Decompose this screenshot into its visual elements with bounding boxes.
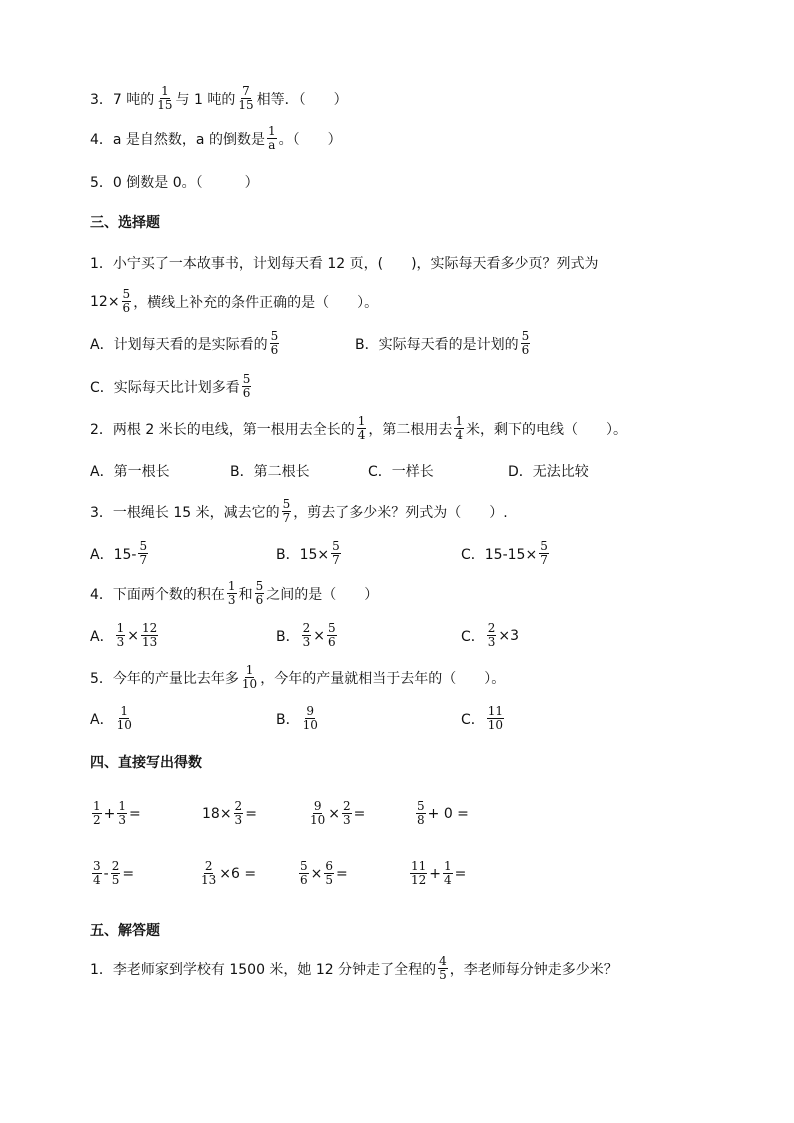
fraction: $\frac{5}{6}$: [521, 329, 530, 357]
fraction: $\frac{2}{3}$: [487, 621, 496, 649]
solve-q1-text-b: ，李老师每分钟走多少米？: [449, 961, 618, 978]
fraction: $\frac{1}{10}$: [241, 663, 258, 691]
operator: +: [429, 865, 442, 882]
equals: =: [245, 805, 257, 822]
choice-q4-text-c: 之间的是（ ）: [266, 586, 379, 603]
fraction: $\frac{1}{2}$: [93, 799, 101, 827]
solve-q1: [90, 955, 618, 982]
judge-q5-text: 5．0 倒数是 0。（ ）: [90, 175, 259, 191]
equals: + 0 =: [427, 805, 469, 822]
choice-q5-option-a: [90, 705, 135, 732]
equals: =: [336, 865, 348, 882]
choice-q2-text-a: 2．两根 2 米长的电线，第一根用去全长的: [90, 421, 355, 438]
fraction: $\frac{4}{5}$: [439, 954, 447, 982]
choice-q4-text-a: 4．下面两个数的积在: [90, 586, 225, 603]
fraction: $\frac{1}{3}$: [116, 621, 125, 649]
choice-q1-pre: 12×: [90, 293, 120, 310]
choice-q5-text-a: 5．今年的产量比去年多: [90, 670, 239, 687]
fraction: $\frac{5}{7}$: [282, 497, 291, 525]
equals: =: [129, 805, 141, 822]
fraction: $\frac{1}{10}$: [116, 704, 132, 732]
choice-q3-option-b: [276, 540, 343, 567]
equals: =: [122, 865, 135, 882]
calc-r1-4: [414, 800, 469, 827]
option-label: C．: [461, 711, 485, 728]
calc-r1-3: [307, 800, 365, 827]
choice-q1-option-c: [90, 373, 253, 400]
choice-q1-option-a: [90, 330, 281, 357]
choice-q2-option-a: A．第一根长: [90, 464, 170, 480]
option-label: B．: [276, 711, 300, 728]
calc-r2-3: [297, 860, 348, 887]
operator: ×: [310, 865, 323, 882]
fraction: $\frac{9}{10}$: [310, 799, 326, 827]
fraction: $\frac{1}{3}$: [227, 579, 236, 607]
equals: =: [454, 865, 467, 882]
calc-r1-2: [202, 800, 257, 827]
choice-q2-option-b: B．第二根长: [230, 464, 310, 480]
judge-q3-text-b: 与 1 吨的: [175, 91, 236, 108]
fraction: $\frac{5}{6}$: [300, 859, 308, 887]
option-label: A．计划每天看的是实际看的: [90, 336, 268, 353]
choice-q2-option-c: C．一样长: [368, 464, 434, 480]
equals: ×6 =: [219, 865, 257, 882]
fraction: $\frac{1}{a}$: [267, 124, 276, 152]
fraction: $\frac{1}{4}$: [444, 859, 452, 887]
equals: =: [353, 805, 366, 822]
option-label: B．实际每天看的是计划的: [355, 336, 519, 353]
fraction: $\frac{2}{13}$: [201, 859, 217, 887]
section-title-calc: 四、直接写出得数: [90, 755, 202, 771]
fraction: $\frac{2}{3}$: [343, 799, 351, 827]
choice-q1-line2: [90, 288, 378, 315]
judge-q3-text-a: 3．7 吨的: [90, 91, 155, 108]
choice-q3-text-a: 3．一根绳长 15 米，减去它的: [90, 504, 280, 521]
choice-q3-option-a: [90, 540, 150, 567]
choice-q1-option-b: [355, 330, 532, 357]
fraction: $\frac{3}{4}$: [93, 859, 101, 887]
option-label: C．15-15×: [461, 546, 538, 563]
option-label: A．15-: [90, 546, 137, 563]
choice-q2: [90, 415, 627, 442]
fraction: $\frac{7}{15}$: [238, 84, 254, 112]
fraction: $\frac{9}{10}$: [302, 704, 318, 732]
operator: ×: [328, 805, 341, 822]
option-label: A．: [90, 711, 114, 728]
fraction: $\frac{5}{7}$: [540, 539, 548, 567]
fraction: $\frac{1}{4}$: [357, 414, 366, 442]
fraction: $\frac{5}{6}$: [255, 579, 264, 607]
fraction: $\frac{1}{4}$: [455, 414, 463, 442]
fraction: $\frac{5}{7}$: [332, 539, 340, 567]
choice-q4-option-c: [461, 622, 519, 649]
fraction: $\frac{6}{5}$: [325, 859, 334, 887]
option-label: A．: [90, 628, 114, 645]
choice-q3-text-b: ，剪去了多少米？列式为（ ）.: [293, 504, 508, 521]
choice-q1-line1: [90, 253, 599, 273]
choice-q2-text-c: 米，剩下的电线（ ）。: [466, 421, 627, 438]
fraction: $\frac{2}{3}$: [302, 621, 311, 649]
option-label: C．实际每天比计划多看: [90, 379, 240, 396]
fraction: $\frac{2}{3}$: [234, 799, 243, 827]
solve-q1-text-a: 1．李老师家到学校有 1500 米，她 12 分钟走了全程的: [90, 961, 437, 978]
choice-q4-option-b: [276, 622, 339, 649]
judge-q4-text-a: 4．a 是自然数，a 的倒数是: [90, 131, 265, 148]
fraction: $\frac{12}{13}$: [141, 621, 158, 649]
choice-q4-option-a: [90, 622, 160, 649]
operator: ×: [127, 627, 139, 644]
operator: +: [103, 805, 116, 822]
fraction: $\frac{2}{5}$: [111, 859, 120, 887]
section-title-choice: 三、选择题: [90, 215, 160, 231]
fraction: $\frac{5}{8}$: [417, 799, 425, 827]
operator: ×3: [498, 627, 520, 644]
choice-q5-option-c: [461, 705, 506, 732]
judge-q4-text-b: 。（ ）: [278, 131, 342, 148]
operator: -: [103, 865, 109, 882]
calc-r2-4: [408, 860, 466, 887]
judge-q4: [90, 125, 342, 152]
calc-r1-1: [90, 800, 141, 827]
fraction: $\frac{1}{15}$: [157, 84, 173, 112]
fraction: $\frac{5}{6}$: [327, 621, 336, 649]
option-label: B．: [276, 628, 300, 645]
choice-q2-option-d: D．无法比较: [508, 464, 589, 480]
prefix: 18×: [202, 805, 232, 822]
choice-q1-post: ，横线上补充的条件正确的是（ ）。: [133, 294, 379, 311]
fraction: $\frac{5}{6}$: [122, 287, 131, 315]
choice-q3: [90, 498, 508, 525]
choice-q3-option-c: [461, 540, 551, 567]
operator: ×: [313, 627, 325, 644]
fraction: $\frac{11}{10}$: [487, 704, 504, 732]
fraction: $\frac{1}{3}$: [118, 799, 127, 827]
choice-q4: [90, 580, 378, 607]
choice-q4-text-b: 和: [238, 586, 253, 603]
calc-r2-2: [198, 860, 256, 887]
choice-q1-text: 1．小宁买了一本故事书，计划每天看 12 页，( )，实际每天看多少页？列式为: [90, 256, 599, 272]
choice-q2-text-b: ，第二根用去: [368, 421, 453, 438]
calc-r2-1: [90, 860, 134, 887]
judge-q5: [90, 172, 259, 192]
option-label: C．: [461, 628, 485, 645]
option-label: B．15×: [276, 546, 330, 563]
judge-q3-text-c: 相等．（ ）: [256, 91, 348, 108]
choice-q5: [90, 664, 505, 691]
section-title-solve: 五、解答题: [90, 923, 160, 939]
fraction: $\frac{11}{12}$: [411, 859, 427, 887]
choice-q5-option-b: [276, 705, 321, 732]
fraction: $\frac{5}{6}$: [270, 329, 279, 357]
judge-q3: [90, 85, 348, 112]
fraction: $\frac{5}{7}$: [139, 539, 148, 567]
fraction: $\frac{5}{6}$: [242, 372, 251, 400]
choice-q5-text-b: ，今年的产量就相当于去年的（ ）。: [260, 670, 506, 687]
